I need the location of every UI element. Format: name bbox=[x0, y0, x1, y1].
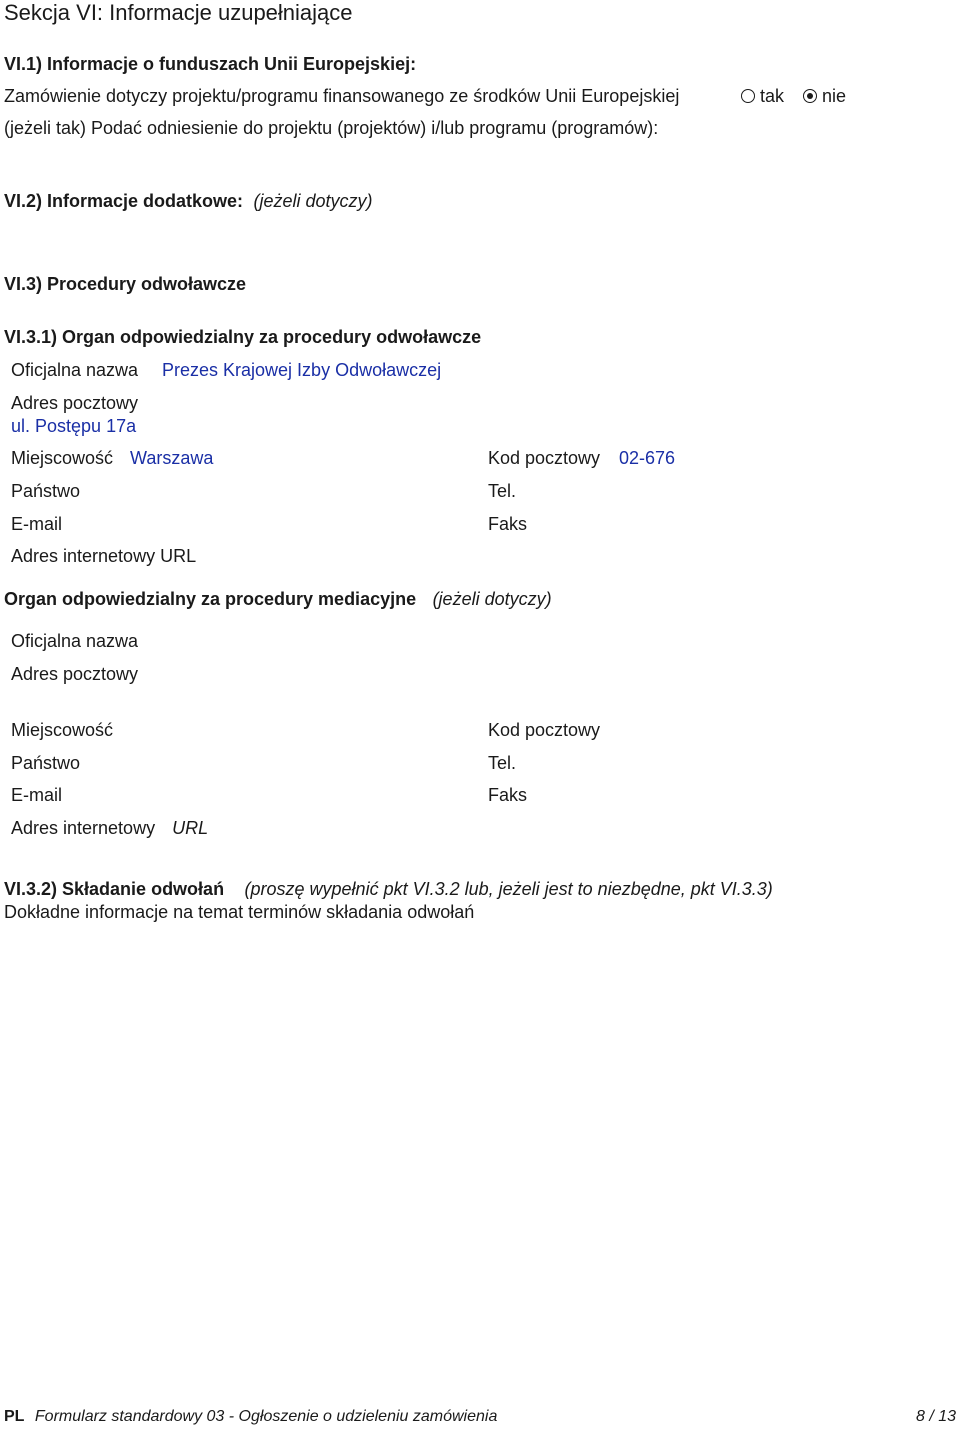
mediation-tel-label: Tel. bbox=[488, 753, 517, 773]
official-name-label: Oficjalna nazwa bbox=[11, 360, 139, 380]
footer-form-name: Formularz standardowy 03 - Ogłoszenie o udzieleniu zamówienia bbox=[34, 1408, 498, 1425]
mediation-fax-label: Faks bbox=[488, 785, 528, 805]
fax-label: Faks bbox=[488, 514, 528, 534]
footer-page-number: 8 / 13 bbox=[915, 1408, 956, 1425]
country-label: Państwo bbox=[11, 481, 81, 501]
vi32-heading-row bbox=[4, 879, 773, 900]
official-name-value: Prezes Krajowej Izby Odwoławczej bbox=[162, 360, 442, 380]
url-label: Adres internetowy URL bbox=[11, 546, 197, 566]
tel-label: Tel. bbox=[488, 481, 517, 501]
mediation-note: (jeżeli dotyczy) bbox=[432, 589, 552, 609]
footer-left bbox=[4, 1408, 497, 1426]
mediation-url-row bbox=[11, 818, 208, 839]
vi3-heading: VI.3) Procedury odwoławcze bbox=[4, 274, 247, 294]
email-label: E-mail bbox=[11, 514, 63, 534]
vi32-heading: VI.3.2) Składanie odwołań bbox=[4, 879, 225, 899]
postal-address-value: ul. Postępu 17a bbox=[11, 416, 137, 436]
mediation-official-name-label: Oficjalna nazwa bbox=[11, 631, 139, 651]
vi31-heading: VI.3.1) Organ odpowiedzialny za procedury odwoławcze bbox=[4, 327, 482, 347]
eu-funds-question: Zamówienie dotyczy projektu/programu finansowanego ze środków Unii Europejskiej bbox=[4, 86, 680, 106]
vi32-detail: Dokładne informacje na temat terminów składania odwołań bbox=[4, 902, 475, 922]
mediation-postcode-label: Kod pocztowy bbox=[488, 720, 601, 740]
radio-yes[interactable] bbox=[741, 89, 755, 103]
mediation-email-label: E-mail bbox=[11, 785, 63, 805]
mediation-heading-row bbox=[4, 589, 552, 610]
vi2-note: (jeżeli dotyczy) bbox=[253, 191, 373, 211]
mediation-town-label: Miejscowość bbox=[11, 720, 114, 740]
mediation-postal-address-label: Adres pocztowy bbox=[11, 664, 139, 684]
mediation-url-suffix: URL bbox=[172, 818, 209, 838]
mediation-country-label: Państwo bbox=[11, 753, 81, 773]
eu-funds-radio-group bbox=[741, 86, 846, 107]
vi2-heading-row bbox=[4, 191, 373, 212]
radio-no[interactable] bbox=[803, 89, 817, 103]
postcode-value: 02-676 bbox=[619, 448, 676, 468]
mediation-url-label: Adres internetowy bbox=[11, 818, 156, 838]
vi1-heading: VI.1) Informacje o funduszach Unii Europejskiej: bbox=[4, 54, 417, 74]
mediation-heading: Organ odpowiedzialny za procedury mediacyjne bbox=[4, 589, 417, 609]
postcode-label: Kod pocztowy bbox=[488, 448, 601, 468]
section-title: Sekcja VI: Informacje uzupełniające bbox=[4, 0, 353, 25]
eu-reference-label: (jeżeli tak) Podać odniesienie do projektu (projektów) i/lub programu (programów): bbox=[4, 118, 659, 138]
radio-yes-label: tak bbox=[760, 86, 785, 106]
footer-lang: PL bbox=[4, 1408, 25, 1425]
town-label: Miejscowość bbox=[11, 448, 114, 468]
town-value: Warszawa bbox=[130, 448, 214, 468]
vi2-heading: VI.2) Informacje dodatkowe: bbox=[4, 191, 244, 211]
vi32-note: (proszę wypełnić pkt VI.3.2 lub, jeżeli jest to niezbędne, pkt VI.3.3) bbox=[244, 879, 773, 899]
radio-no-label: nie bbox=[822, 86, 847, 106]
postal-address-label: Adres pocztowy bbox=[11, 393, 139, 413]
